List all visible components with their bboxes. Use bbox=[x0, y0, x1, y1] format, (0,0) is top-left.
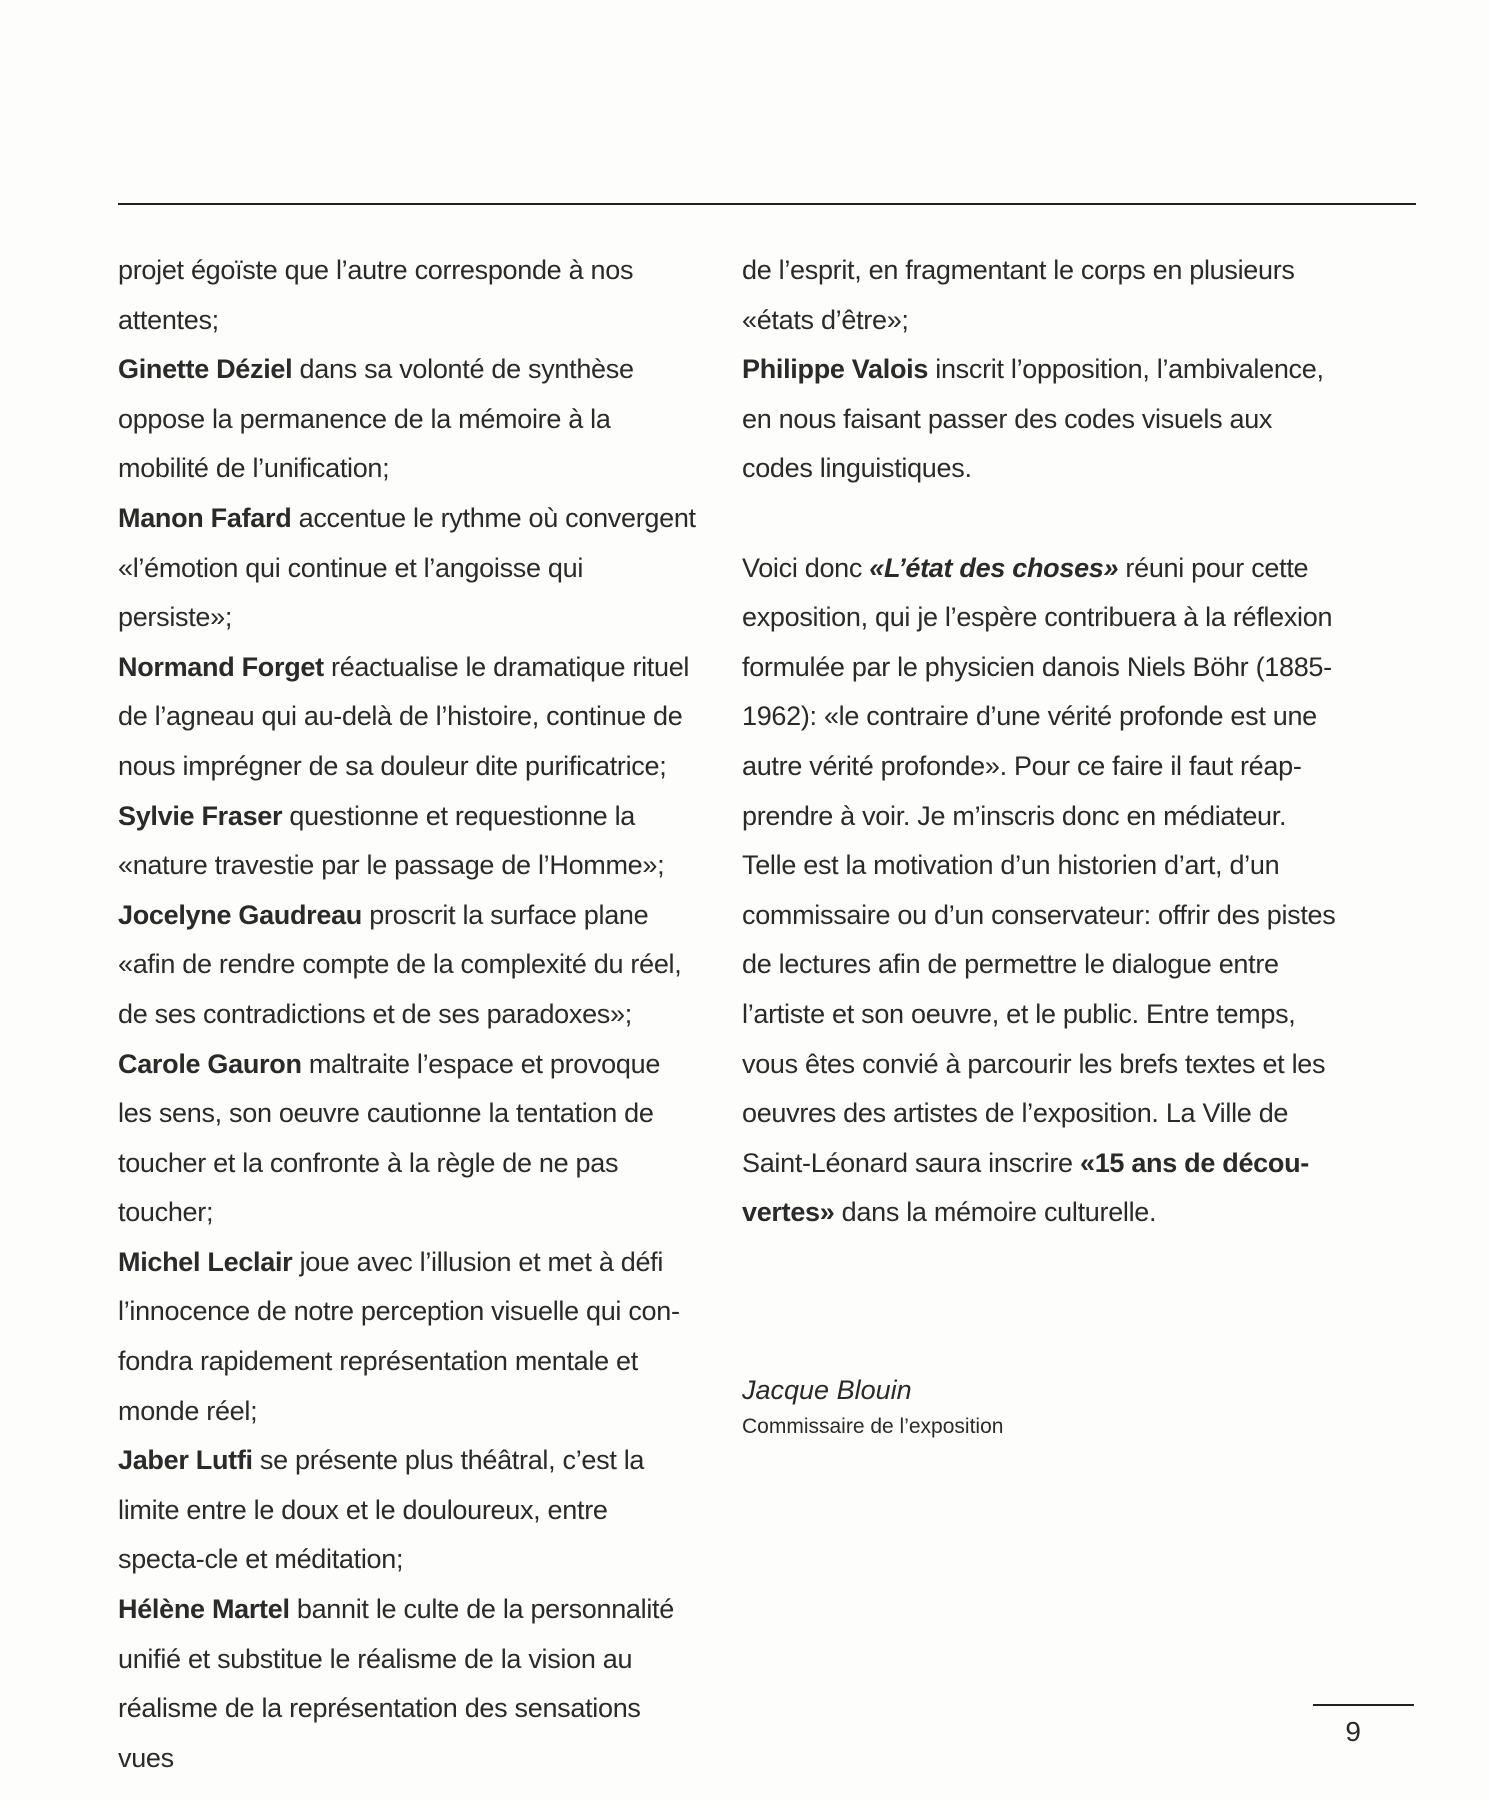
paragraph bbox=[118, 1040, 698, 1238]
paragraph bbox=[118, 643, 698, 792]
artist-name: Normand Forget bbox=[118, 651, 324, 682]
paragraph-text: réactualise le dramatique rituel de l’agneau qui au-delà de l’histoire, continue de nous imprégner de sa douleur dite purificatrice; bbox=[118, 651, 690, 781]
paragraph-gap bbox=[742, 494, 1342, 544]
top-rule bbox=[118, 203, 1416, 205]
paragraph-text: joue avec l’illusion et met à défi l’innocence de notre perception visuelle qui con-fondra rapidement représentation mentale et monde réel; bbox=[118, 1246, 680, 1426]
paragraph-text: maltraite l’espace et provoque les sens, son oeuvre cautionne la tentation de toucher et la confronte à la règle de ne pas toucher; bbox=[118, 1048, 661, 1228]
artist-name: Jaber Lutfi bbox=[118, 1445, 253, 1476]
paragraph-text: accentue le rythme où convergent «l’émotion qui continue et l’angoisse qui persiste»; bbox=[118, 502, 696, 633]
paragraph bbox=[118, 1238, 698, 1436]
signature-role: Commissaire de l’exposition bbox=[742, 1415, 1004, 1438]
paragraph bbox=[118, 494, 698, 643]
right-column bbox=[742, 246, 1342, 1238]
paragraph-text: questionne et requestionne la «nature travestie par le passage de l’Homme»; bbox=[118, 800, 665, 881]
paragraph-text: projet égoïste que l’autre corresponde à nos attentes; bbox=[118, 255, 634, 335]
exhibition-title: «L’état des choses» bbox=[869, 552, 1119, 583]
paragraph-text: de l’esprit, en fragmentant le corps en plusieurs «états d’être»; bbox=[742, 255, 1295, 335]
page-number-rule bbox=[1313, 1704, 1414, 1706]
artist-name: Michel Leclair bbox=[118, 1246, 293, 1277]
paragraph bbox=[118, 891, 698, 1040]
paragraph bbox=[118, 1585, 698, 1783]
paragraph-text: dans sa volonté de synthèse oppose la permanence de la mémoire à la mobilité de l’unification; bbox=[118, 354, 634, 484]
paragraph bbox=[118, 1436, 698, 1585]
paragraph-text: bannit le culte de la personnalité unifié et substitue le réalisme de la vision au réalisme de la représentation des sensations vues bbox=[118, 1594, 674, 1773]
paragraph bbox=[118, 345, 698, 494]
paragraph-text: réuni pour cette exposition, qui je l’espère contribuera à la réflexion formulée par le physicien danois Niels Böhr (1885-1962): «le contraire d’une vérité profonde est une autre vérité profonde». Pour ce faire il faut réap-prendre à voir. Je m’inscris donc en médiateur. Telle est la motivation d’un historien d’art, d’un commissaire ou d’un conservateur: offrir des pistes de lectures afin de permettre le dialogue entre l’artiste et son oeuvre, et le public. Entre temps, vous êtes convié à parcourir les brefs textes et les oeuvres des artistes de l’exposition. La Ville de Saint-Léonard saura inscrire bbox=[742, 552, 1336, 1178]
paragraph-text: se présente plus théâtral, c’est la limite entre le doux et le douloureux, entre specta-cle et méditation; bbox=[118, 1445, 645, 1575]
signature-block bbox=[742, 1370, 1003, 1444]
paragraph-text: Voici donc bbox=[742, 552, 870, 583]
page-number-text: 9 bbox=[1345, 1716, 1361, 1747]
paragraph-text: dans la mémoire culturelle. bbox=[834, 1197, 1157, 1228]
signature-name: Jacque Blouin bbox=[742, 1375, 912, 1405]
left-column bbox=[118, 246, 698, 1783]
paragraph bbox=[118, 246, 698, 345]
artist-name: Philippe Valois bbox=[742, 354, 929, 385]
artist-name: Ginette Déziel bbox=[118, 354, 293, 385]
paragraph bbox=[742, 345, 1342, 494]
paragraph bbox=[742, 544, 1342, 1238]
artist-name: Hélène Martel bbox=[118, 1594, 290, 1625]
paragraph-text: proscrit la surface plane «afin de rendre compte de la complexité du réel, de ses contradictions et de ses paradoxes»; bbox=[118, 899, 682, 1029]
artist-name: Manon Fafard bbox=[118, 502, 292, 533]
anniversary-title: «15 ans de décou-vertes» bbox=[742, 1147, 1309, 1228]
artist-name: Sylvie Fraser bbox=[118, 800, 283, 831]
paragraph bbox=[742, 246, 1342, 345]
page-number bbox=[1313, 1712, 1414, 1752]
artist-name: Carole Gauron bbox=[118, 1048, 302, 1079]
artist-name: Jocelyne Gaudreau bbox=[118, 899, 363, 930]
paragraph-text: inscrit l’opposition, l’ambivalence, en nous faisant passer des codes visuels aux codes linguistiques. bbox=[742, 354, 1324, 484]
paragraph bbox=[118, 792, 698, 891]
